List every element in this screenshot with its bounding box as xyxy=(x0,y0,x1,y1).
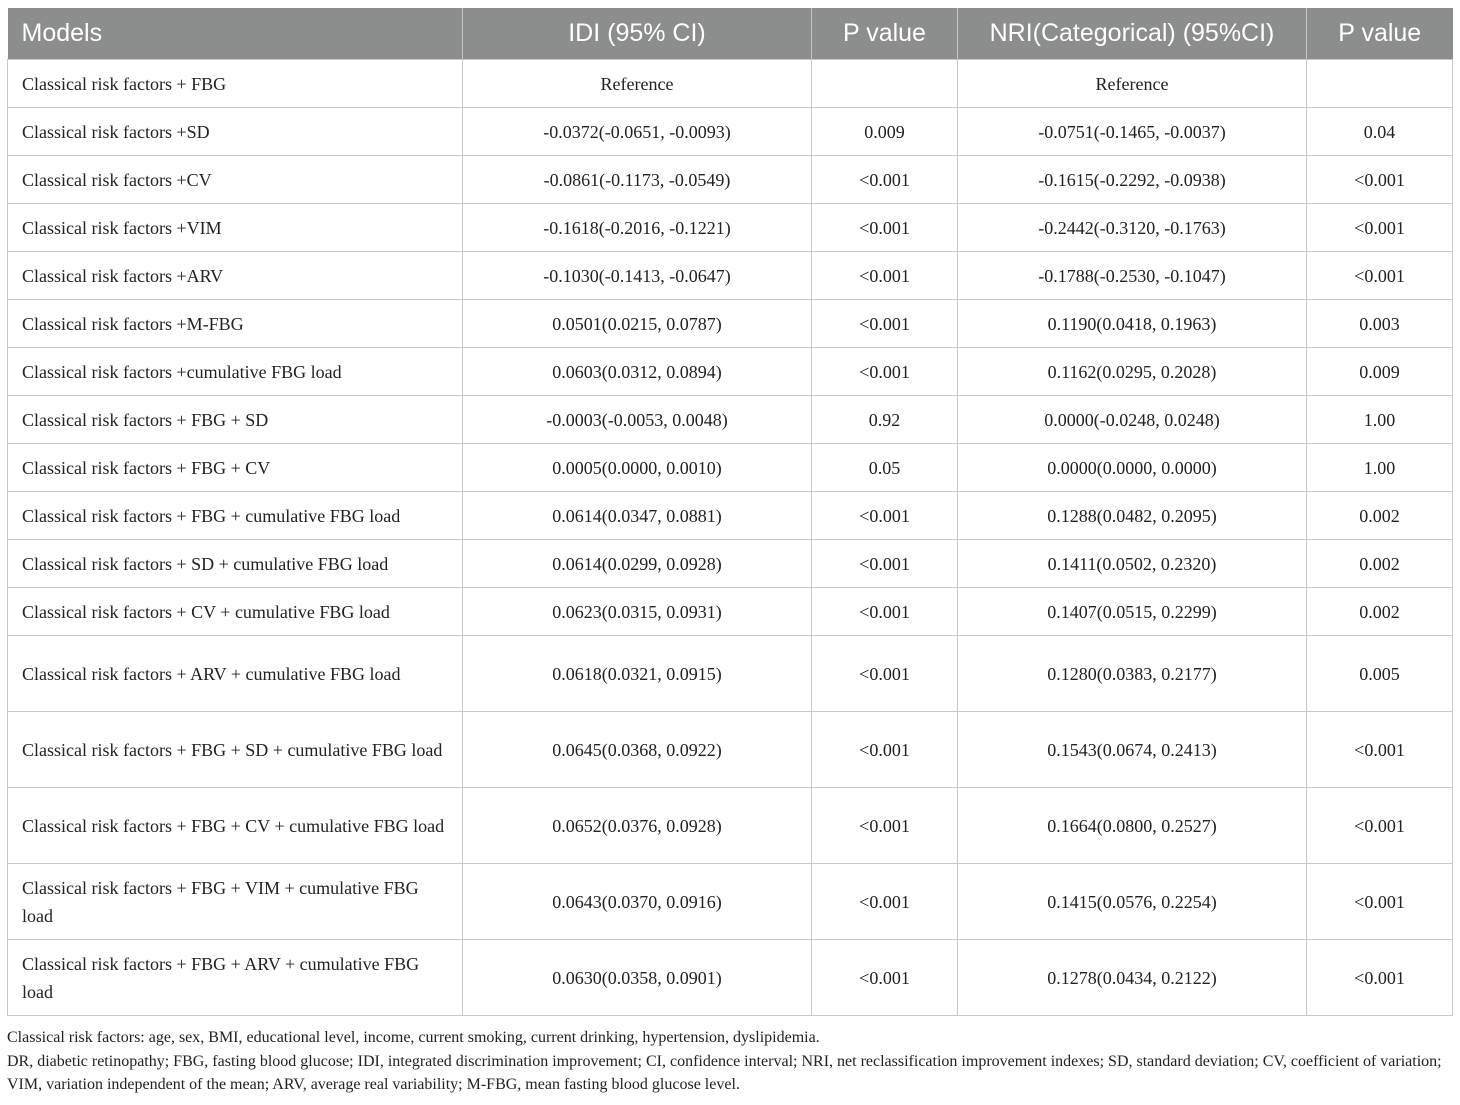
idi-p-cell: <0.001 xyxy=(812,588,958,636)
nri-cell: 0.0000(-0.0248, 0.0248) xyxy=(958,396,1307,444)
nri-cell: 0.0000(0.0000, 0.0000) xyxy=(958,444,1307,492)
table-body xyxy=(8,60,1453,1016)
nri-p-cell: 0.002 xyxy=(1307,492,1453,540)
nri-p-cell: <0.001 xyxy=(1307,204,1453,252)
nri-p-cell: <0.001 xyxy=(1307,712,1453,788)
idi-cell: 0.0501(0.0215, 0.0787) xyxy=(463,300,812,348)
idi-p-cell: 0.05 xyxy=(812,444,958,492)
nri-cell: 0.1280(0.0383, 0.2177) xyxy=(958,636,1307,712)
model-cell: Classical risk factors + FBG + VIM + cumulative FBG load xyxy=(8,864,463,940)
idi-p-cell: <0.001 xyxy=(812,492,958,540)
header-idi: IDI (95% CI) xyxy=(463,8,812,60)
table-row xyxy=(8,444,1453,492)
nri-cell: 0.1543(0.0674, 0.2413) xyxy=(958,712,1307,788)
idi-cell: 0.0614(0.0299, 0.0928) xyxy=(463,540,812,588)
nri-p-cell: <0.001 xyxy=(1307,156,1453,204)
idi-p-cell: <0.001 xyxy=(812,788,958,864)
nri-cell: -0.0751(-0.1465, -0.0037) xyxy=(958,108,1307,156)
table-row xyxy=(8,712,1453,788)
nri-p-cell: 0.002 xyxy=(1307,540,1453,588)
model-cell: Classical risk factors +ARV xyxy=(8,252,463,300)
nri-p-cell: 0.04 xyxy=(1307,108,1453,156)
idi-cell: 0.0005(0.0000, 0.0010) xyxy=(463,444,812,492)
idi-cell: -0.1030(-0.1413, -0.0647) xyxy=(463,252,812,300)
nri-p-cell: 0.003 xyxy=(1307,300,1453,348)
idi-p-cell: <0.001 xyxy=(812,204,958,252)
table-row xyxy=(8,636,1453,712)
idi-cell: 0.0603(0.0312, 0.0894) xyxy=(463,348,812,396)
idi-cell: Reference xyxy=(463,60,812,108)
model-cell: Classical risk factors + FBG + SD xyxy=(8,396,463,444)
table-header xyxy=(8,8,1453,60)
model-cell: Classical risk factors + FBG xyxy=(8,60,463,108)
table-row xyxy=(8,300,1453,348)
nri-p-cell: 0.009 xyxy=(1307,348,1453,396)
header-p-value-idi: P value xyxy=(812,8,958,60)
nri-cell: 0.1190(0.0418, 0.1963) xyxy=(958,300,1307,348)
idi-p-cell: <0.001 xyxy=(812,712,958,788)
idi-cell: 0.0643(0.0370, 0.0916) xyxy=(463,864,812,940)
header-nri: NRI(Categorical) (95%CI) xyxy=(958,8,1307,60)
idi-cell: -0.0003(-0.0053, 0.0048) xyxy=(463,396,812,444)
idi-cell: -0.1618(-0.2016, -0.1221) xyxy=(463,204,812,252)
table-row xyxy=(8,588,1453,636)
model-cell: Classical risk factors + FBG + SD + cumulative FBG load xyxy=(8,712,463,788)
idi-p-cell: <0.001 xyxy=(812,540,958,588)
idi-cell: 0.0645(0.0368, 0.0922) xyxy=(463,712,812,788)
nri-cell: 0.1415(0.0576, 0.2254) xyxy=(958,864,1307,940)
model-cell: Classical risk factors +SD xyxy=(8,108,463,156)
nri-cell: 0.1288(0.0482, 0.2095) xyxy=(958,492,1307,540)
table-row xyxy=(8,940,1453,1016)
table-row xyxy=(8,204,1453,252)
nri-cell: Reference xyxy=(958,60,1307,108)
nri-p-cell: <0.001 xyxy=(1307,940,1453,1016)
header-p-value-nri: P value xyxy=(1307,8,1453,60)
idi-p-cell: <0.001 xyxy=(812,348,958,396)
nri-p-cell: <0.001 xyxy=(1307,788,1453,864)
idi-cell: 0.0614(0.0347, 0.0881) xyxy=(463,492,812,540)
table-row xyxy=(8,156,1453,204)
results-table-container xyxy=(7,8,1452,1016)
table-row xyxy=(8,492,1453,540)
table-row xyxy=(8,60,1453,108)
idi-cell: 0.0652(0.0376, 0.0928) xyxy=(463,788,812,864)
model-cell: Classical risk factors + ARV + cumulative FBG load xyxy=(8,636,463,712)
nri-cell: 0.1278(0.0434, 0.2122) xyxy=(958,940,1307,1016)
idi-p-cell: 0.009 xyxy=(812,108,958,156)
model-cell: Classical risk factors + FBG + ARV + cumulative FBG load xyxy=(8,940,463,1016)
idi-p-cell: <0.001 xyxy=(812,940,958,1016)
idi-p-cell: <0.001 xyxy=(812,300,958,348)
model-cell: Classical risk factors + SD + cumulative FBG load xyxy=(8,540,463,588)
model-cell: Classical risk factors +CV xyxy=(8,156,463,204)
idi-cell: -0.0861(-0.1173, -0.0549) xyxy=(463,156,812,204)
table-row xyxy=(8,252,1453,300)
idi-p-cell: <0.001 xyxy=(812,636,958,712)
table-row xyxy=(8,864,1453,940)
nri-cell: 0.1162(0.0295, 0.2028) xyxy=(958,348,1307,396)
model-cell: Classical risk factors +M-FBG xyxy=(8,300,463,348)
model-cell: Classical risk factors +VIM xyxy=(8,204,463,252)
model-cell: Classical risk factors + FBG + CV xyxy=(8,444,463,492)
nri-p-cell: 1.00 xyxy=(1307,444,1453,492)
idi-p-cell: <0.001 xyxy=(812,252,958,300)
table-row xyxy=(8,348,1453,396)
table-row xyxy=(8,788,1453,864)
idi-p-cell: <0.001 xyxy=(812,156,958,204)
idi-cell: 0.0618(0.0321, 0.0915) xyxy=(463,636,812,712)
model-cell: Classical risk factors +cumulative FBG load xyxy=(8,348,463,396)
idi-p-cell: 0.92 xyxy=(812,396,958,444)
header-models: Models xyxy=(8,8,463,60)
idi-p-cell: <0.001 xyxy=(812,864,958,940)
table-footnotes xyxy=(7,1026,1457,1097)
nri-cell: -0.1615(-0.2292, -0.0938) xyxy=(958,156,1307,204)
nri-p-cell: 0.005 xyxy=(1307,636,1453,712)
footnote-abbreviations: DR, diabetic retinopathy; FBG, fasting blood glucose; IDI, integrated discrimination improvement; CI, confidence interval; NRI, net reclassification improvement indexes; SD, standard deviation; CV, coefficient of variation; VIM, variation independent of the mean; ARV, average real variability; M-FBG, mean fasting blood glucose level. xyxy=(7,1052,1442,1093)
nri-cell: -0.1788(-0.2530, -0.1047) xyxy=(958,252,1307,300)
model-cell: Classical risk factors + CV + cumulative FBG load xyxy=(8,588,463,636)
footnote-risk-factors: Classical risk factors: age, sex, BMI, educational level, income, current smoking, current drinking, hypertension, dyslipidemia. xyxy=(7,1029,820,1046)
results-table xyxy=(7,8,1453,1016)
idi-cell: -0.0372(-0.0651, -0.0093) xyxy=(463,108,812,156)
nri-p-cell: 0.002 xyxy=(1307,588,1453,636)
model-cell: Classical risk factors + FBG + cumulative FBG load xyxy=(8,492,463,540)
table-row xyxy=(8,108,1453,156)
nri-cell: 0.1411(0.0502, 0.2320) xyxy=(958,540,1307,588)
nri-cell: 0.1407(0.0515, 0.2299) xyxy=(958,588,1307,636)
nri-p-cell xyxy=(1307,60,1453,108)
table-row xyxy=(8,396,1453,444)
nri-p-cell: <0.001 xyxy=(1307,252,1453,300)
idi-cell: 0.0623(0.0315, 0.0931) xyxy=(463,588,812,636)
model-cell: Classical risk factors + FBG + CV + cumulative FBG load xyxy=(8,788,463,864)
idi-cell: 0.0630(0.0358, 0.0901) xyxy=(463,940,812,1016)
nri-p-cell: <0.001 xyxy=(1307,864,1453,940)
header-row xyxy=(8,8,1453,60)
nri-p-cell: 1.00 xyxy=(1307,396,1453,444)
nri-cell: 0.1664(0.0800, 0.2527) xyxy=(958,788,1307,864)
idi-p-cell xyxy=(812,60,958,108)
table-row xyxy=(8,540,1453,588)
nri-cell: -0.2442(-0.3120, -0.1763) xyxy=(958,204,1307,252)
